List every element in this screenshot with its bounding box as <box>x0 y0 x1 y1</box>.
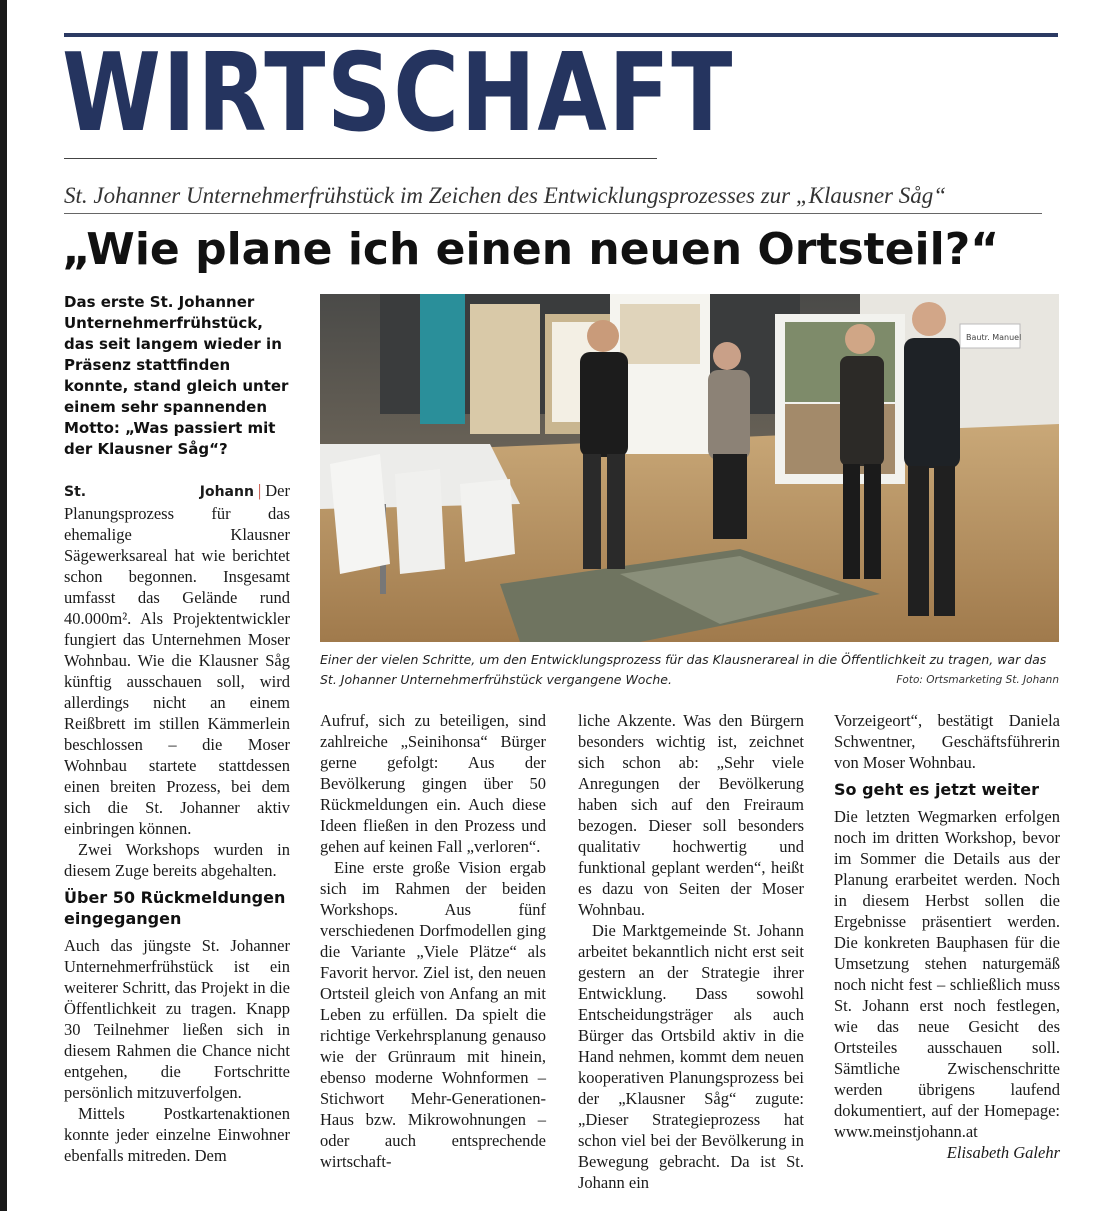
paragraph: Aufruf, sich zu beteiligen, sind zahlreiche „Seinihonsa“ Bürger gerne gefolgt: Aus der Bevölkerung gingen über 50 Rückmeldungen ein. Auch diese Ideen fließen in den Prozess und gehen auf keinen Fall „verloren“. <box>320 711 546 856</box>
paragraph: Vorzeigeort“, bestätigt Daniela Schwentner, Geschäftsführerin von Moser Wohnbau. <box>834 711 1060 772</box>
paragraph-text: Der Planungsprozess für das ehemalige Klausner Sägewerksareal hat wie berichtet schon begonnen. Insgesamt umfasst das Gelände rund 40.000m². Als Projektentwickler fungiert das Unternehmen Moser Wohnbau. Wie die Klausner Såg künftig ausschauen soll, wird allerdings nicht an einem Reißbrett im stillen Kämmerlein beschlossen – die Moser Wohnbau startete stattdessen einen breiten Prozess, bei dem sich die St. Johanner aktiv einbringen können. <box>64 481 290 838</box>
photo-credit: Foto: Ortsmarketing St. Johann <box>896 674 1059 686</box>
column-4 <box>834 710 1060 1163</box>
column-3 <box>578 710 804 1193</box>
dateline: St. Johann <box>64 484 254 500</box>
paragraph: Auch das jüngste St. Johanner Unternehmerfrühstück ist ein weiterer Schritt, das Projekt in die Öffentlichkeit zu tragen. Knapp 30 Teilnehmer ließen sich in diesem Rahmen die Chance nicht entgehen, die Fortschritte persönlich mitzuverfolgen. <box>64 936 290 1102</box>
article-headline: „Wie plane ich einen neuen Ortsteil?“ <box>62 224 1000 275</box>
article-lead: Das erste St. Johanner Unternehmerfrühstück, das seit langem wieder in Präsenz stattfinden konnte, stand gleich unter einem sehr spannenden Motto: „Was passiert mit der Klausner Såg“? <box>64 293 289 458</box>
photo-illustration <box>320 294 1059 642</box>
photo-caption <box>320 650 1059 690</box>
paragraph <box>834 806 1060 1162</box>
dateline-separator: | <box>257 481 262 500</box>
subheading: Über 50 Rückmeldungen eingegangen <box>64 888 286 928</box>
caption-text: Einer der vielen Schritte, um den Entwicklungsprozess für das Klausnerareal in die Öffentlichkeit zu tragen, war das St. Johanner Unternehmerfrühstück vergangene Woche. <box>320 652 1047 687</box>
paragraph: Die Marktgemeinde St. Johann arbeitet bekanntlich nicht erst seit gestern an der Strategie ihrer Entwicklung. Dass sowohl Entscheidungsträger als auch Bürger das Ortsbild aktiv in die Hand nehmen, kommt dem neuen kooperativen Planungsprozess bei der „Klausner Såg“ zugute: „Dieser Strategieprozess hat schon viel bei der Bevölkerung in Bewegung gebracht. Da ist St. Johann ein <box>578 921 804 1192</box>
page-edge <box>0 0 7 1211</box>
subheading: So geht es jetzt weiter <box>834 780 1039 799</box>
board-label: Bautr. Manuel <box>966 333 1022 342</box>
column-2 <box>320 710 546 1172</box>
article-kicker: St. Johanner Unternehmerfrühstück im Zeichen des Entwicklungsprozesses zur „Klausner Såg“ <box>64 183 947 208</box>
paragraph-text: Die letzten Wegmarken erfolgen noch im dritten Workshop, bevor im Sommer die Details aus der Planung erarbeitet werden. Noch in diesem Herbst sollen die Ergebnisse präsentiert werden. Die konkreten Bauphasen für die Umsetzung stehen naturgemäß noch nicht fest – schließlich muss St. Johann erst noch festlegen, wie das neue Gesicht des Ortsteiles ausschauen soll. Sämtliche Zwischenschritte werden übrigens laufend dokumentiert, auf der Homepage: www.meinstjohann.at <box>834 807 1060 1141</box>
paragraph: Eine erste große Vision ergab sich im Rahmen der beiden Workshops. Aus fünf verschiedenen Dorfmodellen ging die Variante „Viele Plätze“ als Favorit hervor. Ziel ist, den neuen Ortsteil gleich von Anfang an mit Leben zu erfüllen. Da spielt die richtige Verkehrsplanung genauso wie der Grünraum mit hinein, ebenso moderne Wohnformen – Stichwort Mehr-Generationen-Haus bzw. Mikrowohnungen – oder auch entsprechende wirtschaft- <box>320 858 546 1171</box>
author-byline: Elisabeth Galehr <box>946 1143 1060 1162</box>
paragraph: Zwei Workshops wurden in diesem Zuge bereits abgehalten. <box>64 840 290 880</box>
article-photo <box>320 294 1059 642</box>
title-rule <box>64 158 657 159</box>
column-1 <box>64 480 290 1166</box>
kicker-rule <box>64 213 1042 214</box>
paragraph <box>64 480 290 839</box>
section-title: WIRTSCHAFT <box>62 31 735 156</box>
paragraph: Mittels Postkartenaktionen konnte jeder einzelne Einwohner ebenfalls mitreden. Dem <box>64 1104 290 1165</box>
person-2 <box>708 342 750 539</box>
paragraph: liche Akzente. Was den Bürgern besonders wichtig ist, zeichnet sich schon ab: „Sehr viele Anregungen der Bevölkerung haben sich auf den Freiraum bezogen. Dieser soll besonders qualitativ hochwertig und funktional geplant werden“, heißt es dazu von Seiten der Moser Wohnbau. <box>578 711 804 919</box>
